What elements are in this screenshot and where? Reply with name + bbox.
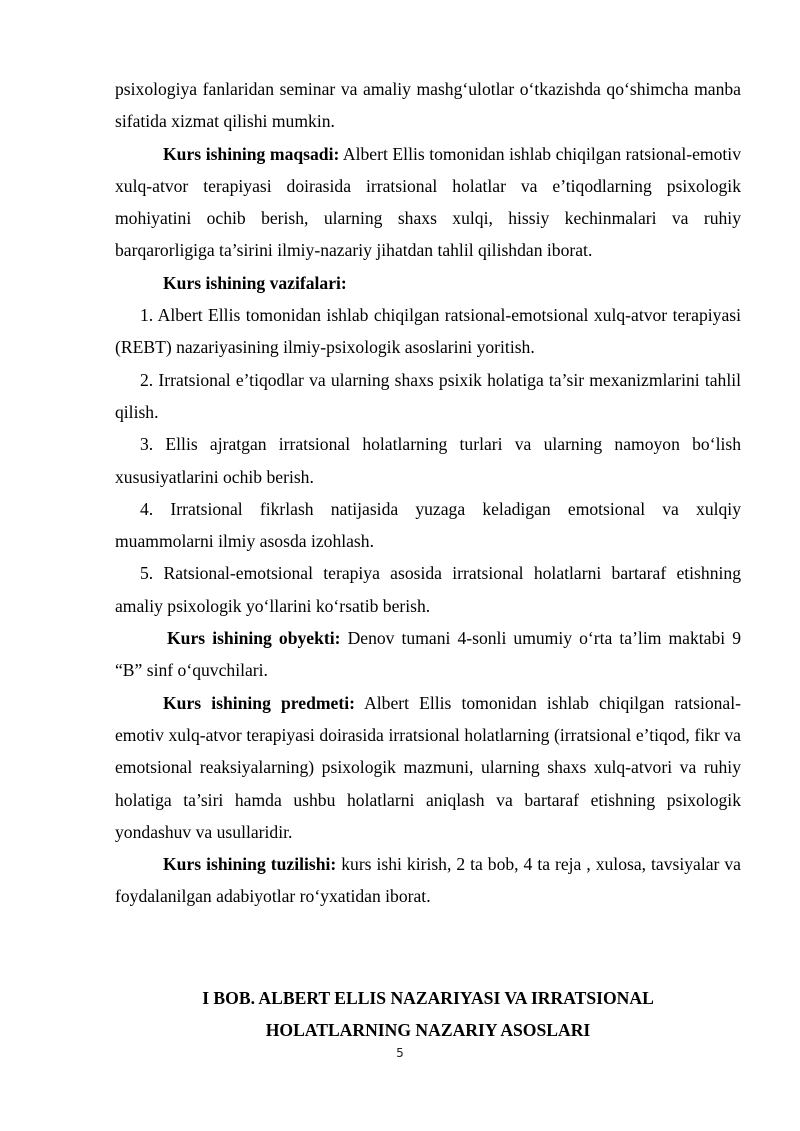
list-item-text: Irratsional e’tiqodlar va ularning shaxs psixik holatiga ta’sir mexanizmlarini tahlil qilish. xyxy=(115,369,741,422)
goal-paragraph xyxy=(115,138,741,267)
goal-label: Kurs ishining maqsadi: xyxy=(163,143,340,164)
document-body xyxy=(115,73,741,913)
list-item-text: Ellis ajratgan irratsional holatlarning turlari va ularning namoyon bo‘lish xususiyatlarini ochib berish. xyxy=(115,434,741,487)
list-item-number: 5. xyxy=(140,563,154,584)
page-number: 5 xyxy=(396,1046,404,1060)
chapter-heading-line-1: I BOB. ALBERT ELLIS NAZARIYASI VA IRRATSIONAL xyxy=(202,988,654,1008)
structure-paragraph xyxy=(115,848,741,913)
structure-label: Kurs ishining tuzilishi: xyxy=(163,854,337,875)
structure-text: kurs ishi kirish, 2 ta bob, 4 ta reja , xulosa, tavsiyalar va foydalanilgan adabiyotlar ro‘yxatidan iborat. xyxy=(115,854,741,907)
object-label: Kurs ishining obyekti: xyxy=(167,628,341,649)
object-text: Denov tumani 4-sonli umumiy o‘rta ta’lim maktabi 9 “B” sinf o‘quvchilari. xyxy=(115,628,741,681)
list-item xyxy=(115,299,741,364)
tasks-label: Kurs ishining vazifalari: xyxy=(163,272,347,293)
list-item-number: 1. xyxy=(140,305,154,326)
object-paragraph xyxy=(115,622,741,687)
chapter-heading xyxy=(115,982,741,1046)
list-item xyxy=(115,557,741,622)
list-item xyxy=(115,493,741,558)
subject-paragraph xyxy=(115,687,741,848)
list-item-text: Albert Ellis tomonidan ishlab chiqilgan ratsional-emotsional xulq-atvor terapiyasi (REBT) nazariyasining ilmiy-psixologik asoslarini yoritish. xyxy=(115,305,741,358)
list-item xyxy=(115,428,741,493)
list-item xyxy=(115,364,741,429)
subject-text: Albert Ellis tomonidan ishlab chiqilgan ratsional-emotiv xulq-atvor terapiyasi doirasida irratsional holatlarning (irratsional e’tiqod, fikr va emotsional reaksiyalarning) psixologik mazmuni, ularning shaxs xulq-atvori va ruhiy holatiga ta’siri hamda ushbu holatlarni aniqlash va bartaraf etishning psixologik yondashuv va usullaridir. xyxy=(115,692,741,842)
goal-text: Albert Ellis tomonidan ishlab chiqilgan ratsional-emotiv xulq-atvor terapiyasi doirasida irratsional holatlar va e’tiqodlarning psixologik mohiyatini ochib berish, ularning shaxs xulqi, hissiy kechinmalari va ruhiy barqarorligiga ta’sirini ilmiy-nazariy jihatdan tahlil qilishdan iborat. xyxy=(115,143,741,261)
subject-label: Kurs ishining predmeti: xyxy=(163,692,355,713)
list-item-number: 3. xyxy=(140,434,154,455)
tasks-heading xyxy=(115,267,741,299)
list-item-number: 2. xyxy=(140,369,154,390)
list-item-text: Irratsional fikrlash natijasida yuzaga keladigan emotsional va xulqiy muammolarni ilmiy asosda izohlash. xyxy=(115,498,741,552)
intro-paragraph: psixologiya fanlaridan seminar va amaliy mashg‘ulotlar o‘tkazishda qo‘shimcha manba sifatida xizmat qilishi mumkin. xyxy=(115,79,741,132)
chapter-heading-line-2: HOLATLARNING NAZARIY ASOSLARI xyxy=(265,1020,591,1040)
list-item-text: Ratsional-emotsional terapiya asosida irratsional holatlarni bartaraf etishning amaliy psixologik yo‘llarini ko‘rsatib berish. xyxy=(115,563,741,616)
list-item-number: 4. xyxy=(140,498,154,519)
